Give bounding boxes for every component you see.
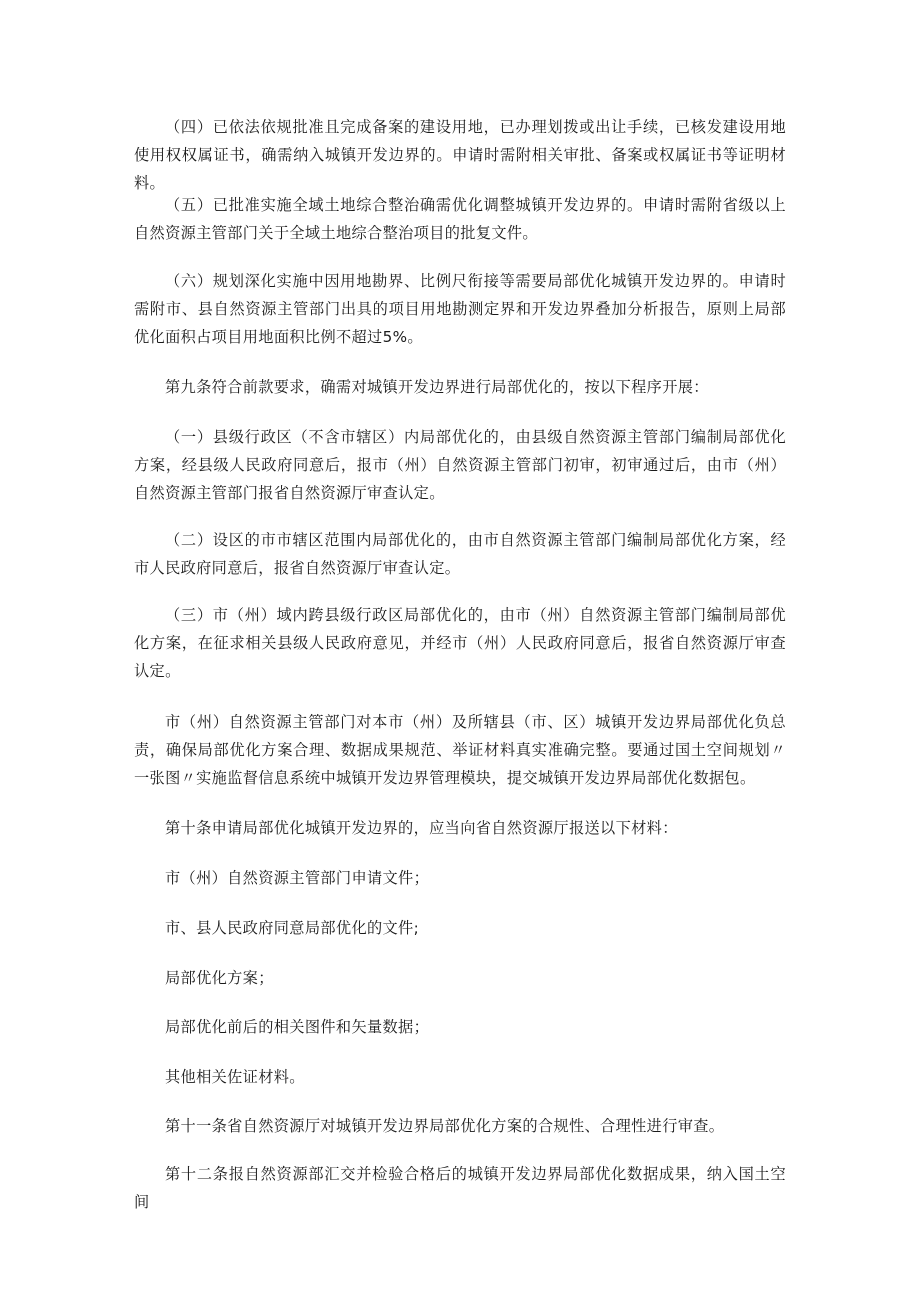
procedure-1: （一）县级行政区（不含市辖区）内局部优化的，由县级自然资源主管部门编制局部优化方案，经县级人民政府同意后，报市（州）自然资源主管部门初审，初审通过后，由市（州）自然资源主管部门报省自然资源厅审查认定。 [134,428,786,502]
paragraph-4: （四）已依法依规批准且完成备案的建设用地，已办理划拨或出让手续，已核发建设用地使用权权属证书，确需纳入城镇开发边界的。申请时需附相关审批、备案或权属证书等证明材料。 [134,118,786,192]
material-item: 市（州）自然资源主管部门申请文件； [165,869,430,887]
responsibility-paragraph: 市（州）自然资源主管部门对本市（州）及所辖县（市、区）城镇开发边界局部优化负总责，确保局部优化方案合理、数据成果规范、举证材料真实准确完整。要通过国土空间规划〃一张图〃实施监督信息系统中城镇开发边界管理模块，提交城镇开发边界局部优化数据包。 [134,713,786,787]
material-item: 市、县人民政府同意局部优化的文件; [165,919,420,937]
article-10: 第十条申请局部优化城镇开发边界的，应当向省自然资源厅报送以下材料： [165,819,678,837]
article-9: 第九条符合前款要求，确需对城镇开发边界进行局部优化的，按以下程序开展： [165,378,709,396]
paragraph-6: （六）规划深化实施中因用地勘界、比例尺衔接等需要局部优化城镇开发边界的。申请时需附市、县自然资源主管部门出具的项目用地勘测定界和开发边界叠加分析报告，原则上局部优化面积占项目用地面积比例不超过5%。 [134,272,786,346]
procedure-3: （三）市（州）域内跨县级行政区局部优化的，由市（州）自然资源主管部门编制局部优化方案，在征求相关县级人民政府意见，并经市（州）人民政府同意后，报省自然资源厅审查认定。 [134,606,786,680]
material-item: 局部优化前后的相关图件和矢量数据； [165,1018,430,1036]
material-item: 局部优化方案； [165,969,274,987]
paragraph-5: （五）已批准实施全域土地综合整治确需优化调整城镇开发边界的。申请时需附省级以上自然资源主管部门关于全域土地综合整治项目的批复文件。 [134,196,786,242]
material-item: 其他相关佐证材料。 [165,1068,305,1086]
procedure-2: （二）设区的市市辖区范围内局部优化的，由市自然资源主管部门编制局部优化方案，经市人民政府同意后，报省自然资源厅审查认定。 [134,531,786,577]
article-11: 第十一条省自然资源厅对城镇开发边界局部优化方案的合规性、合理性进行审查。 [165,1117,725,1135]
article-12: 第十二条报自然资源部汇交并检验合格后的城镇开发边界局部优化数据成果，纳入国土空间 [134,1165,786,1211]
